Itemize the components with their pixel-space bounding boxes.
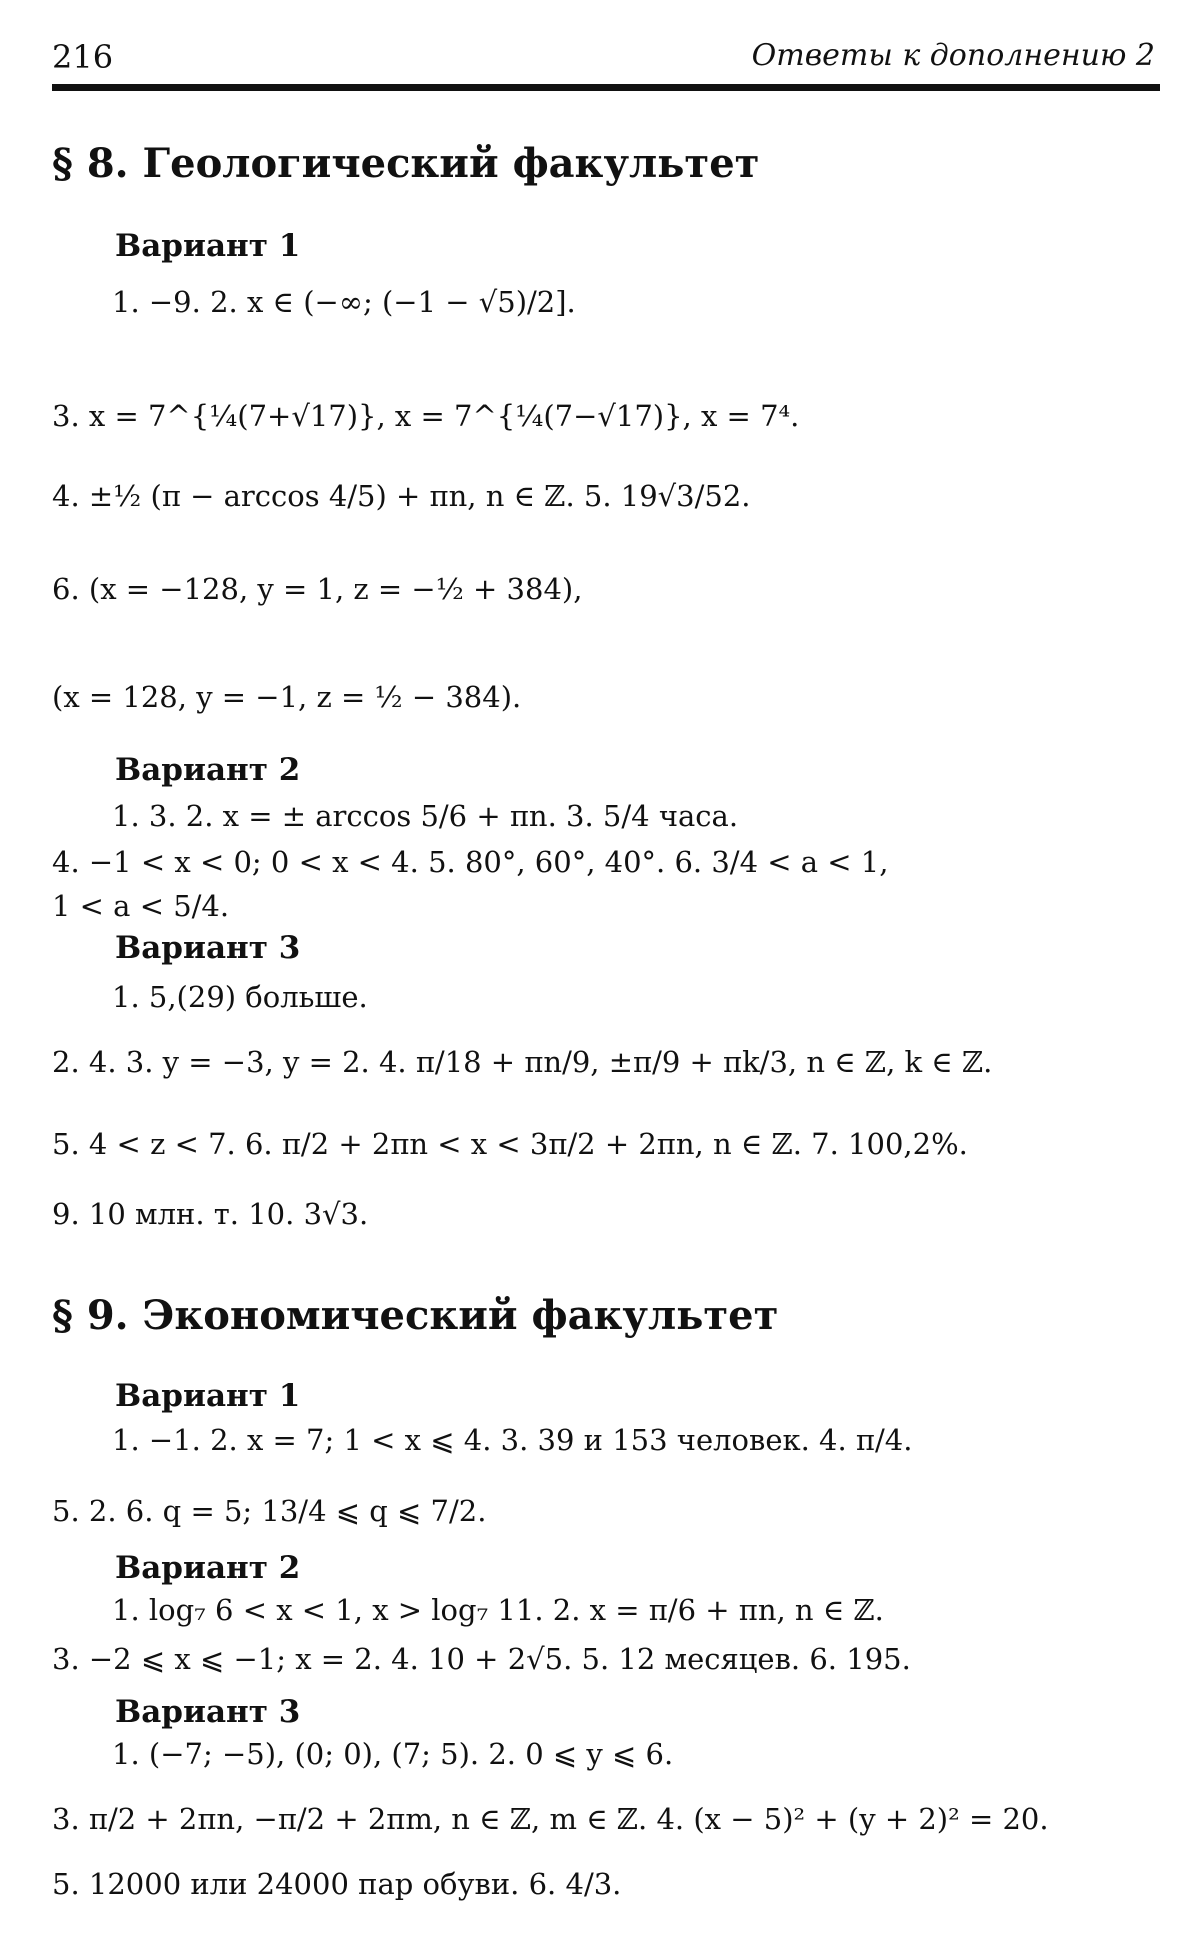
variant-title: Вариант 2 — [115, 1550, 301, 1586]
answer-line: 1. (−7; −5), (0; 0), (7; 5). 2. 0 ⩽ y ⩽ 6. — [112, 1737, 674, 1771]
answer-line: 6. (x = −128, y = 1, z = −½ + 384), — [52, 572, 583, 606]
variant-title: Вариант 1 — [115, 1378, 301, 1414]
answer-line: 4. ±½ (π − arccos 4/5) + πn, n ∈ ℤ. 5. 19√3/52. — [52, 479, 751, 513]
running-title: Ответы к дополнению 2 — [751, 38, 1155, 73]
answer-line: 3. π/2 + 2πn, −π/2 + 2πm, n ∈ ℤ, m ∈ ℤ. 4. (x − 5)² + (y + 2)² = 20. — [52, 1802, 1049, 1836]
answer-line: 1. −1. 2. x = 7; 1 < x ⩽ 4. 3. 39 и 153 человек. 4. π/4. — [112, 1423, 913, 1457]
answer-line: 1. 3. 2. x = ± arccos 5/6 + πn. 3. 5/4 часа. — [112, 799, 739, 833]
answer-line: 3. −2 ⩽ x ⩽ −1; x = 2. 4. 10 + 2√5. 5. 12 месяцев. 6. 195. — [52, 1642, 911, 1676]
answer-line: 5. 2. 6. q = 5; 13/4 ⩽ q ⩽ 7/2. — [52, 1494, 487, 1528]
answer-line: 5. 12000 или 24000 пар обуви. 6. 4/3. — [52, 1867, 622, 1901]
answer-line: 9. 10 млн. т. 10. 3√3. — [52, 1197, 369, 1231]
header-rule — [52, 84, 1160, 91]
variant-title: Вариант 2 — [115, 752, 301, 788]
page-number: 216 — [52, 38, 114, 76]
answer-line: (x = 128, y = −1, z = ½ − 384). — [52, 680, 522, 714]
section-title-9: § 9. Экономический факультет — [52, 1292, 779, 1339]
answer-line: 3. x = 7^{¼(7+√17)}, x = 7^{¼(7−√17)}, x = 7⁴. — [52, 399, 800, 433]
section-title-8: § 8. Геологический факультет — [52, 140, 760, 187]
page-header — [52, 38, 1155, 86]
variant-title: Вариант 3 — [115, 1694, 301, 1730]
variant-title: Вариант 3 — [115, 930, 301, 966]
variant-title: Вариант 1 — [115, 228, 301, 264]
answer-line: 5. 4 < z < 7. 6. π/2 + 2πn < x < 3π/2 + 2πn, n ∈ ℤ. 7. 100,2%. — [52, 1127, 968, 1161]
answer-line: 4. −1 < x < 0; 0 < x < 4. 5. 80°, 60°, 40°. 6. 3/4 < a < 1, — [52, 845, 889, 879]
answer-line: 1. 5,(29) больше. — [112, 980, 368, 1014]
answer-line: 1. log₇ 6 < x < 1, x > log₇ 11. 2. x = π/6 + πn, n ∈ ℤ. — [112, 1593, 884, 1627]
answer-line: 1 < a < 5/4. — [52, 889, 230, 923]
answer-line: 1. −9. 2. x ∈ (−∞; (−1 − √5)/2]. — [112, 285, 576, 319]
answer-line: 2. 4. 3. y = −3, y = 2. 4. π/18 + πn/9, ±π/9 + πk/3, n ∈ ℤ, k ∈ ℤ. — [52, 1045, 993, 1079]
